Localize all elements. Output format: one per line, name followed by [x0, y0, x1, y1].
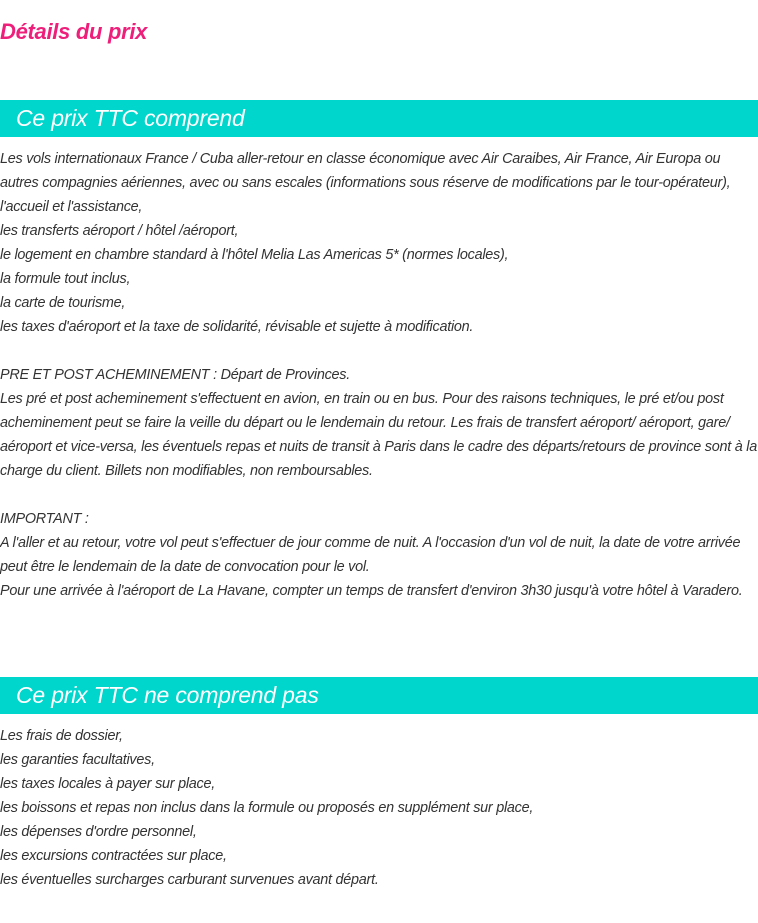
excluded-section-header [0, 677, 758, 714]
included-section-title: Ce prix TTC comprend [16, 105, 245, 131]
included-item-tourist-card: la carte de tourisme, [0, 295, 126, 311]
included-section-body [0, 147, 758, 603]
paragraph-spacer [0, 339, 758, 363]
excluded-item: les excursions contractées sur place, [0, 848, 227, 864]
included-item-airport-taxes: les taxes d'aéroport et la taxe de solidarité, révisable et sujette à modification. [0, 319, 474, 335]
excluded-item: les taxes locales à payer sur place, [0, 776, 215, 792]
paragraph-spacer [0, 483, 758, 507]
excluded-section-body [0, 724, 758, 892]
included-item-all-inclusive: la formule tout inclus, [0, 271, 131, 287]
important-transfer-time-text: Pour une arrivée à l'aéroport de La Havane, compter un temps de transfert d'environ 3h30 jusqu'à votre hôtel à Varadero. [0, 583, 743, 599]
included-item-transfers: les transferts aéroport / hôtel /aéroport, [0, 223, 239, 239]
page-title: Détails du prix [0, 19, 148, 44]
included-item-flights: Les vols internationaux France / Cuba aller-retour en classe économique avec Air Caraibes, Air France, Air Europa ou autres compagnies aériennes, avec ou sans escales (informations sous réserve de modifications par le tour-opérateur), [0, 151, 731, 191]
included-section-header [0, 100, 758, 137]
excluded-item: les éventuelles surcharges carburant survenues avant départ. [0, 872, 379, 888]
pre-post-routing-text: Les pré et post acheminement s'effectuent en avion, en train ou en bus. Pour des raisons techniques, le pré et/ou post acheminement peut se faire la veille du départ ou le lendemain du retour. Les frais de transfert aéroport/ aéroport, gare/ aéroport et vice-versa, les éventuels repas et nuits de transit à Paris dans le cadre des départs/retours de province sont à la charge du client. Billets non modifiables, non remboursables. [0, 391, 757, 479]
excluded-item: les dépenses d'ordre personnel, [0, 824, 197, 840]
excluded-item: les boissons et repas non inclus dans la formule ou proposés en supplément sur place, [0, 800, 534, 816]
included-item-lodging: le logement en chambre standard à l'hôtel Melia Las Americas 5* (normes locales), [0, 247, 509, 263]
included-item-welcome: l'accueil et l'assistance, [0, 199, 143, 215]
excluded-section-title: Ce prix TTC ne comprend pas [16, 682, 319, 708]
pre-post-routing-heading: PRE ET POST ACHEMINEMENT : Départ de Provinces. [0, 367, 350, 383]
excluded-item: les garanties facultatives, [0, 752, 155, 768]
important-night-flight-text: A l'aller et au retour, votre vol peut s'effectuer de jour comme de nuit. A l'occasion d'un vol de nuit, la date de votre arrivée peut être le lendemain de la date de convocation pour le vol. [0, 535, 741, 575]
important-heading: IMPORTANT : [0, 511, 89, 527]
excluded-item: Les frais de dossier, [0, 728, 123, 744]
